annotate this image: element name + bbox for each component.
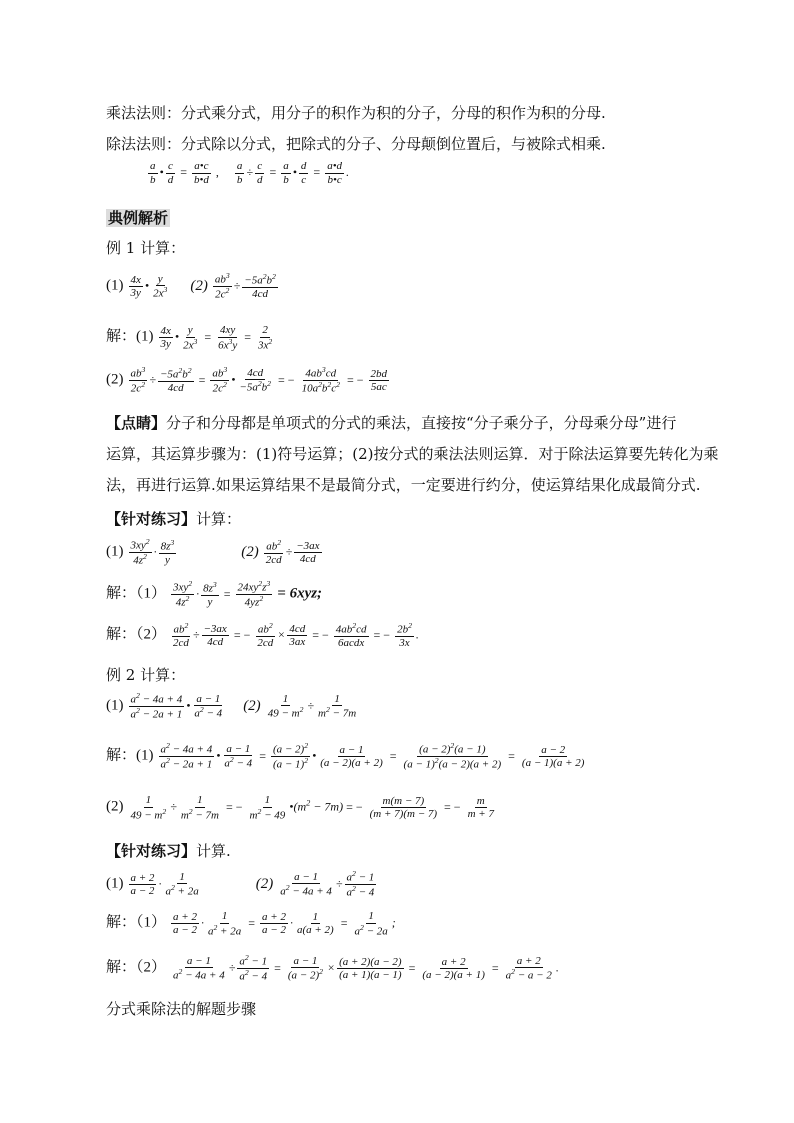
divide-rule: 除法法则：分式除以分式，把除式的分子、分母颠倒位置后，与被除式相乘. <box>106 135 606 153</box>
practice2-solution1: 解：（1） $\frac{a + 2}{a - 2}$ · $\frac{1}{a^2 + 2a}$ = $\frac{a + 2}{a - 2}$ · $\frac{1}{a(a + 2)}$ = $\frac{1}{a^2 - 2a}$ ; <box>106 910 396 938</box>
example2-heading: 例 2 计算： <box>106 666 186 684</box>
practice1-problems: (1) $\frac{3xy^2}{4z^2}$ · $\frac{8z^3}{y}$ (2) $\frac{ab^2}{2cd}$ ÷ $\frac{-3ax}{4cd}$ <box>106 537 320 567</box>
practice1-heading: 【针对练习】计算： <box>106 510 242 528</box>
section-title: 典例解析 <box>108 209 169 227</box>
example1-heading: 例 1 计算： <box>106 239 186 257</box>
example2-solution1: 解：(1) $\frac{a^2 - 4a + 4}{a^2 - 2a + 1}$ • $\frac{a - 1}{a^2 - 4}$ = $\frac{(a - 2)^2}{(a - 1)^2}$ • $\frac{a - 1}{(a - 2)(a + 2)}$ = $\frac{(a - 2)^2(a - 1)}{(a - 1)^2(a - 2)(a + 2)}$ = $\frac{a - 2}{(a - 1)(a + 2)}$ <box>106 741 585 771</box>
formula-line: $\frac{a}{b}$ • $\frac{c}{d}$ = $\frac{a•c}{b•d}$ , $\frac{a}{b}$ ÷ $\frac{c}{d}$ = $\frac{a}{b}$ • $\frac{d}{c}$ = $\frac{a•d}{b•c}$ . <box>150 160 350 186</box>
example1-problems: (1) $\frac{4x}{3y}$ • $\frac{y}{2x^3}$ (2) $\frac{ab^3}{2c^2}$ ÷ $\frac{-5a^2b^2}{4cd}$ <box>106 271 276 301</box>
example1-tip-line2: 运算，其运算步骤为：(1)符号运算；(2)按分式的乘法法则运算．对于除法运算要先转化为乘 <box>106 445 719 463</box>
practice2-solution2: 解：（2） $\frac{a - 1}{a^2 - 4a + 4}$ ÷ $\frac{a^2 - 1}{a^2 - 4}$ = $\frac{a - 1}{(a - 2)^2}$ × $\frac{(a + 2)(a - 2)}{(a + 1)(a - 1)}$ = $\frac{a + 2}{(a - 2)(a + 1)}$ = $\frac{a + 2}{a^2 - a - 2}$ . <box>106 953 559 983</box>
practice2-heading: 【针对练习】计算. <box>106 842 231 860</box>
practice1-solution1: 解：（1） $\frac{3xy^2}{4z^2}$ · $\frac{8z^3}{y}$ = $\frac{24xy^2z^3}{4yz^2}$ = 6xyz; <box>106 579 323 609</box>
example1-solution1: 解：(1) $\frac{4x}{3y}$ • $\frac{y}{2x^3}$ = $\frac{4xy}{6x^3y}$ = $\frac{2}{3x^2}$ <box>106 324 273 352</box>
practice1-solution2: 解：（2） $\frac{ab^2}{2cd}$ ÷ $\frac{-3ax}{4cd}$ = − $\frac{ab^2}{2cd}$ × $\frac{4cd}{3ax}$ = − $\frac{4ab^2cd}{\text{6acdx}}$ = − $\frac{2b^2}{3x}$ . <box>106 621 419 650</box>
example1-solution2: (2) $\frac{ab^3}{2c^2}$ ÷ $\frac{-5a^2b^2}{4cd}$ = $\frac{ab^3}{2c^2}$ • $\frac{4cd}{-5a^2b^2}$ = − $\frac{4ab^3cd}{10a^2b^2c^2}$ = − $\frac{2bd}{5ac}$ <box>106 365 388 395</box>
example2-solution2: (2) $\frac{1}{49 - m^2}$ ÷ $\frac{1}{m^2 - 7m}$ = − $\frac{1}{m^2 - 49}$ $•(m^2 - 7m)$ = − $\frac{m(m - 7)}{(m + 7)(m - 7)}$ = − $\frac{m}{m + 7}$ <box>106 794 494 822</box>
footer-text: 分式乘除法的解题步骤 <box>106 1000 257 1018</box>
example2-problems: (1) $\frac{a^2 - 4a + 4}{a^2 - 2a + 1}$ • $\frac{a - 1}{a^2 - 4}$ (2) $\frac{1}{49 - m^2}$ ÷ $\frac{1}{m^2 - 7m}$ <box>106 691 357 721</box>
example1-tip-line1: 【点睛】分子和分母都是单项式的分式的乘法，直接按“分子乘分子，分母乘分母”进行 <box>106 414 677 432</box>
practice2-problems: (1) $\frac{a + 2}{a - 2}$ · $\frac{1}{a^2 + 2a}$ (2) $\frac{a - 1}{a^2 - 4a + 4}$ ÷ $\frac{a^2 - 1}{a^2 - 4}$ <box>106 869 375 899</box>
multiply-rule: 乘法法则：分式乘分式，用分子的积作为积的分子，分母的积作为积的分母. <box>106 104 606 122</box>
example1-tip-line3: 法，再进行运算.如果运算结果不是最简分式，一定要进行约分，使运算结果化成最简分式. <box>106 476 701 494</box>
